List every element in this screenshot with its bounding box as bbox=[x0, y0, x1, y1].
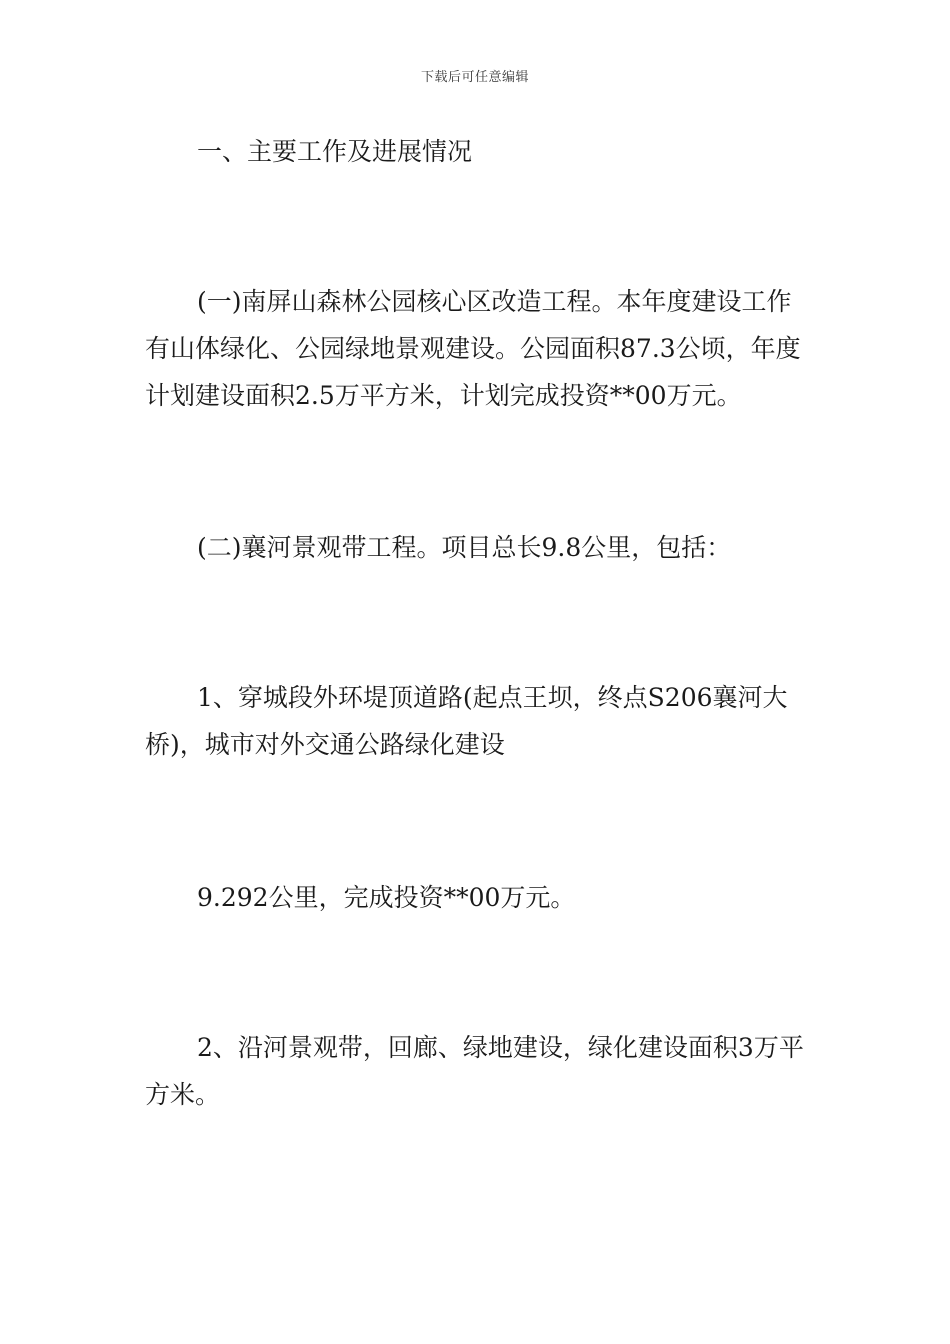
header-note: 下载后可任意编辑 bbox=[420, 70, 529, 85]
paragraph-item-2: 2、沿河景观带，回廊、绿地建设，绿化建设面积3万平方米。 bbox=[145, 1033, 804, 1109]
paragraph-item-1: 1、穿城段外环堤顶道路(起点王坝，终点S206襄河大桥)，城市对外交通公路绿化建设 bbox=[145, 683, 788, 759]
section-heading: 一、主要工作及进展情况 bbox=[197, 137, 473, 166]
paragraph-nanpingshan: (一)南屏山森林公园核心区改造工程。本年度建设工作有山体绿化、公园绿地景观建设。公园面积87.3公顷，年度计划建设面积2.5万平方米，计划完成投资**00万元。 bbox=[145, 287, 801, 410]
paragraph-xianghe: (二)襄河景观带工程。项目总长9.8公里，包括： bbox=[197, 533, 732, 562]
paragraph-investment: 9.292公里，完成投资**00万元。 bbox=[197, 883, 576, 912]
